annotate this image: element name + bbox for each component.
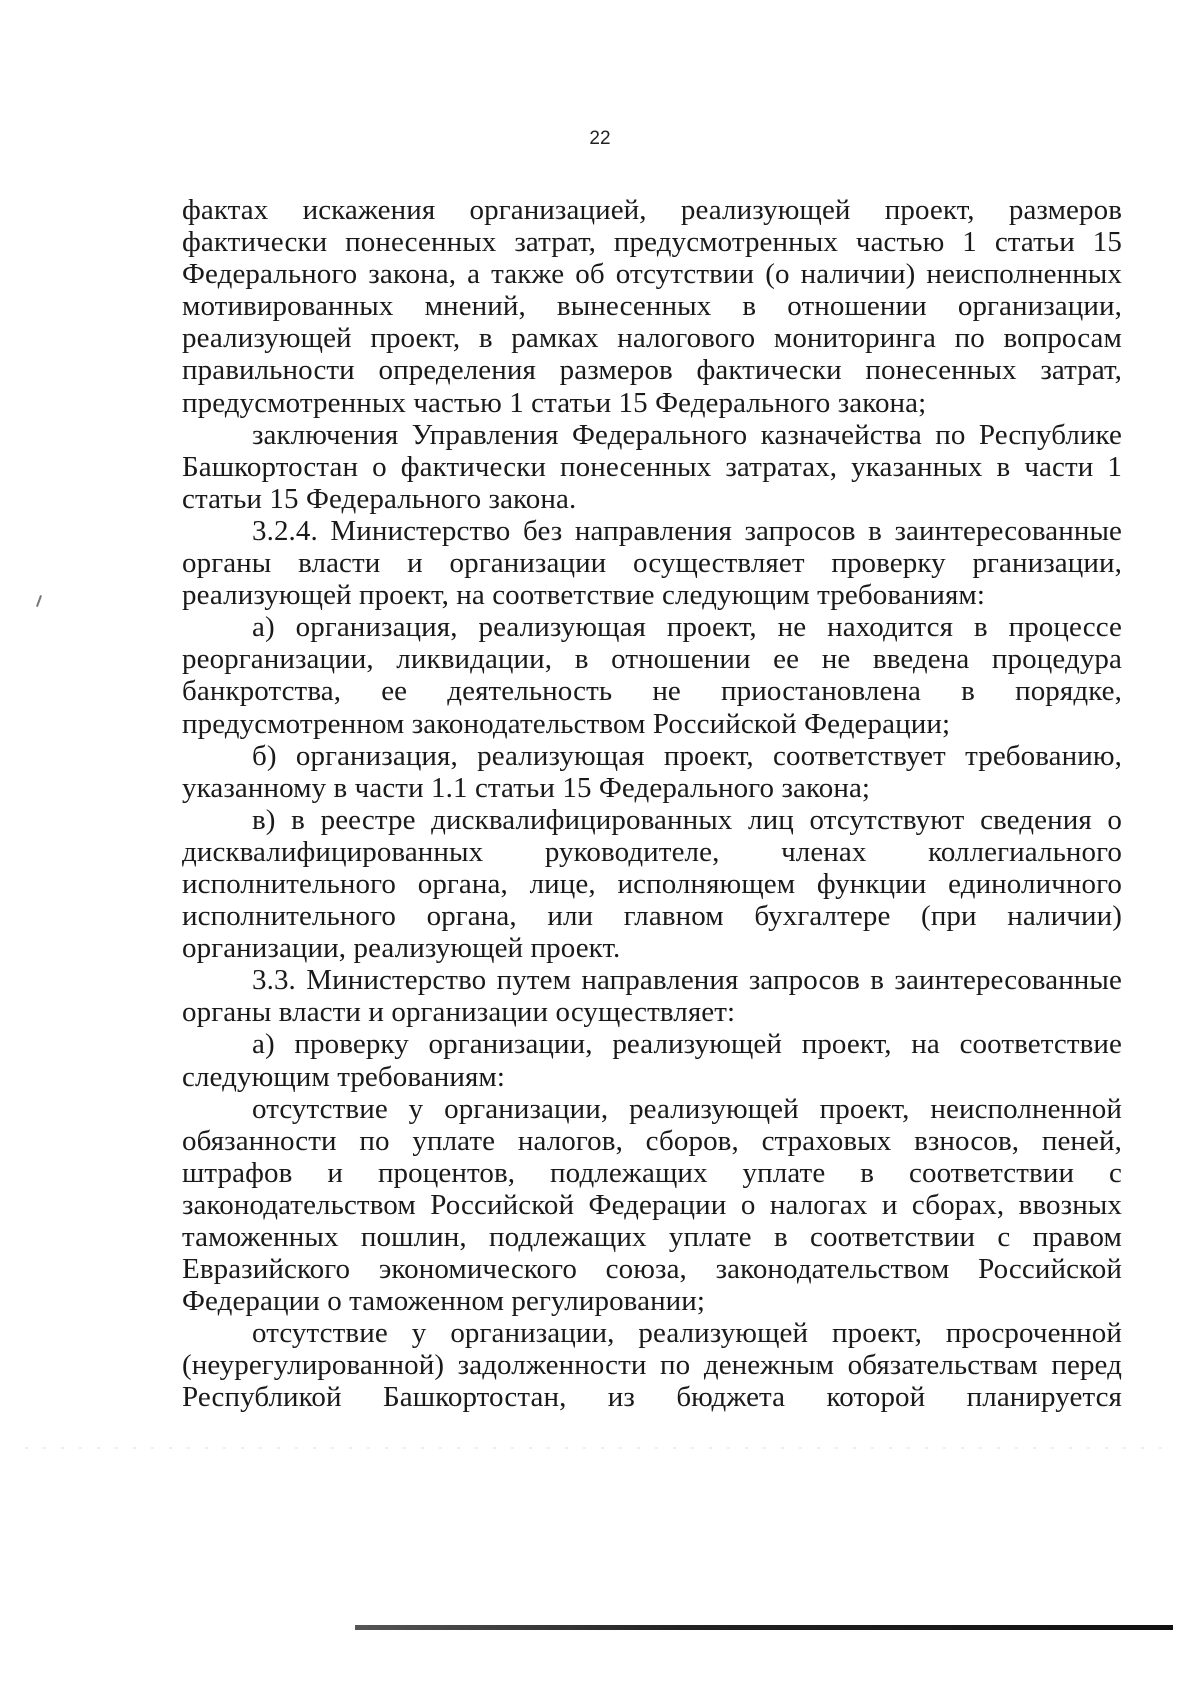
footer-rule	[355, 1625, 1173, 1630]
page-number: 22	[589, 128, 611, 149]
paragraph-treasury-conclusion: заключения Управления Федерального казначейства по Республике Башкортостан о фактически понесенных затратах, указанных в части 1 статьи 15 Федерального закона.	[182, 418, 1122, 515]
paragraph-tax-obligations: отсутствие у организации, реализующей проект, неисполненной обязанности по уплате налогов, сборов, страховых взносов, пеней, штрафов и процентов, подлежащих уплате в соответствии с законодательством Российской Федерации о налогах и сборах, ввозных таможенных пошлин, подлежащих уплате в соответствии с правом Евразийского экономического союза, законодательством Российской Федерации о таможенном регулировании;	[182, 1092, 1122, 1318]
scan-edge-mark	[36, 595, 42, 607]
paragraph-item-a: а) организация, реализующая проект, не находится в процессе реорганизации, ликвидации, в отношении ее не введена процедура банкротства, ее деятельность не приостановлена в порядке, предусмотренном законодательством Российской Федерации;	[182, 611, 1122, 740]
paragraph-item-v: в) в реестре дисквалифицированных лиц отсутствуют сведения о дисквалифицированных руководителе, членах коллегиального исполнительного органа, лице, исполняющем функции единоличного исполнительного органа, или главном бухгалтере (при наличии) организации, реализующей проект.	[182, 803, 1122, 965]
paragraph-3-3-item-a: а) проверку организации, реализующей проект, на соответствие следующим требованиям:	[182, 1028, 1122, 1093]
document-body	[182, 194, 1122, 1414]
paragraph-3-3: 3.3. Министерство путем направления запросов в заинтересованные органы власти и организации осуществляет:	[182, 964, 1122, 1029]
paragraph-item-b: б) организация, реализующая проект, соответствует требованию, указанному в части 1.1 статьи 15 Федерального закона;	[182, 739, 1122, 804]
paragraph-continuation: фактах искажения организацией, реализующей проект, размеров фактически понесенных затрат, предусмотренных частью 1 статьи 15 Федерального закона, а также об отсутствии (о наличии) неисполненных мотивированных мнений, вынесенных в отношении организации, реализующей проект, в рамках налогового мониторинга по вопросам правильности определения размеров фактически понесенных затрат, предусмотренных частью 1 статьи 15 Федерального закона;	[182, 194, 1122, 419]
scan-artifact-line	[25, 1447, 1175, 1449]
paragraph-debt-obligations: отсутствие у организации, реализующей проект, просроченной (неурегулированной) задолженности по денежным обязательствам перед Республикой Башкортостан, из бюджета которой планируется	[182, 1317, 1122, 1414]
paragraph-3-2-4: 3.2.4. Министерство без направления запросов в заинтересованные органы власти и организации осуществляет проверку рганизации, реализующей проект, на соответствие следующим требованиям:	[182, 514, 1122, 612]
